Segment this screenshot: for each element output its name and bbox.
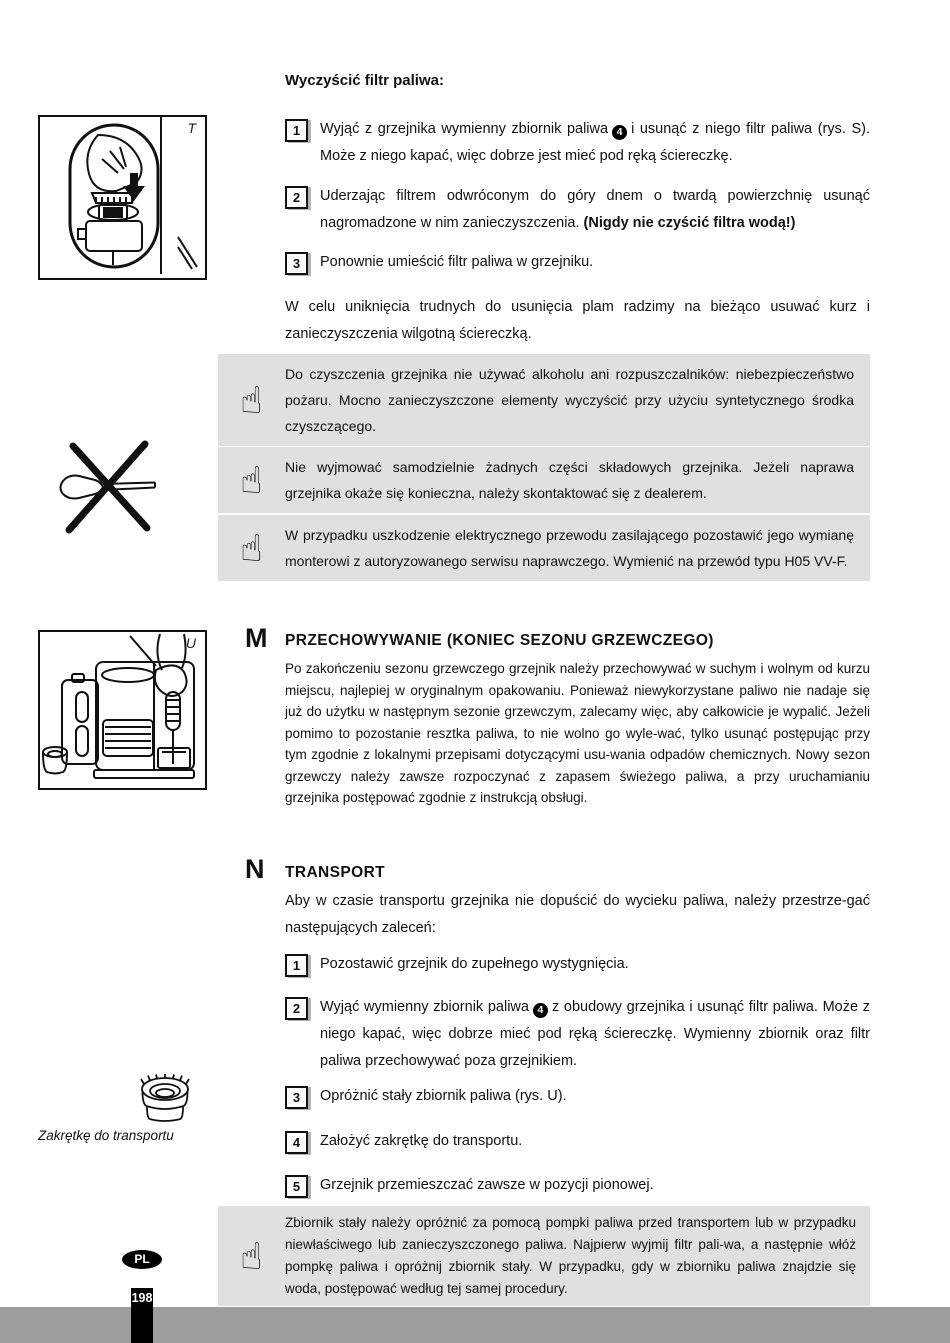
transport-step-3 [285, 1083, 870, 1110]
cleaning-paragraph: W celu uniknięcia trudnych do usunięcia plam radzimy na bieżąco usuwać kurz i zanieczyszczenia wilgotną ściereczką. [285, 299, 870, 342]
step-number-box: 4 [285, 1131, 308, 1154]
figure-u [38, 630, 207, 790]
note-box-fuel-pump [218, 1206, 870, 1306]
pointing-hand-icon: ☝ [240, 459, 263, 501]
step-number-box: 2 [285, 186, 308, 209]
step-text-post: i usunąć z niego filtr paliwa (rys. S). Może z niego kapać, więc dobrze jest mieć pod ręką ściereczkę. [320, 121, 870, 164]
pointing-hand-icon: ☝ [240, 379, 263, 421]
step-text: Pozostawić grzejnik do zupełnego wystygnięcia. [320, 956, 629, 972]
transport-step-1 [285, 951, 870, 978]
step-text [320, 116, 870, 170]
step-number-box: 3 [285, 1086, 308, 1109]
step-number-box: 3 [285, 252, 308, 275]
transport-cap-caption: Zakrętkę do transportu [38, 1128, 174, 1143]
step-text-pre: Uderzając filtrem odwróconym do góry dnem o twardą powierzchnię usunąć nagromadzone w nim zanieczyszczenia. [320, 188, 870, 231]
cleaning-step-3 [285, 249, 870, 276]
note-box-parts [218, 447, 870, 513]
figure-t [38, 115, 207, 280]
section-n-intro: Aby w czasie transportu grzejnika nie dopuścić do wycieku paliwa, należy przestrze-gać następujących zaleceń: [285, 893, 870, 936]
transport-step-4 [285, 1128, 870, 1155]
step-text [320, 183, 870, 237]
section-m-letter: M [245, 623, 268, 653]
section-m-body: Po zakończeniu sezonu grzewczego grzejnik należy przechowywać w suchym i wolnym od kurzu miejscu, najlepiej w oryginalnym opakowaniu. Ponieważ niewykorzystane paliwo nie nadaje się już do użytku w następnym sezonie grzewczym, zalecamy więc, aby całkowicie je wypalić. Jeżeli pomimo to pozostanie resztka paliwa, to nie wolno go wyle-wać, tylko usunąć postępując przy tym zgodnie z lokalnymi przepisami dotyczącymi usu-wania odpadów chemicznych. Nowy sezon grzewczy należy zawsze rozpoczynać z zapasem świeżego paliwa, a przy uruchamianiu grzejnika postępować zgodnie z instrukcją obsługi. [285, 661, 870, 805]
section-n-letter: N [245, 854, 265, 884]
arrow-down-icon [123, 173, 145, 201]
note-box-alcohol [218, 354, 870, 446]
note-text: Nie wyjmować samodzielnie żadnych części składowych grzejnika. Jeżeli naprawa grzejnika okaże się konieczna, należy skontaktować się z dealerem. [285, 459, 854, 501]
step-number-box: 1 [285, 119, 308, 142]
heater-tank-emptying-illustration [40, 632, 201, 784]
note-text: Do czyszczenia grzejnika nie używać alkoholu ani rozpuszczalników: niebezpieczeństwo pożaru. Mocno zanieczyszczone elementy wyczyścić przy użyciu syntetycznego środka czyszczącego. [285, 366, 854, 434]
note-text: Zbiornik stały należy opróżnić za pomocą pompki paliwa przed transportem lub w przypadku niewłaściwego lub zanieczyszczonego paliwa. Najpierw wyjmij filtr pali-wa, a następnie włóż pompkę paliwa i opróżnij zbiornik stały. W przypadku, gdy w zbiorniku paliwa znajdzie się woda, postępować według tej samej procedury. [285, 1215, 856, 1296]
note-icon-column [218, 379, 285, 421]
part-4-badge: 4 [533, 1003, 548, 1018]
note-box-power-cord [218, 515, 870, 581]
transport-step-5 [285, 1172, 870, 1199]
language-badge: PL [122, 1250, 162, 1269]
section-n-title: TRANSPORT [285, 864, 386, 881]
step-number-box: 1 [285, 954, 308, 977]
note-icon-column [218, 459, 285, 501]
section-m-title: PRZECHOWYWANIE (KONIEC SEZONU GRZEWCZEGO) [285, 632, 714, 649]
figure-u-label: U [185, 635, 196, 651]
step-text-pre: Wyjąć z grzejnika wymienny zbiornik paliwa [320, 121, 609, 137]
cleaning-section-title: Wyczyścić filtr paliwa: [285, 72, 444, 89]
step-text: Ponownie umieścić filtr paliwa w grzejniku. [320, 254, 594, 270]
no-screwdriver-icon [55, 436, 165, 536]
cleaning-step-2 [285, 183, 870, 237]
transport-step-2 [285, 994, 870, 1075]
step-number-box: 5 [285, 1175, 308, 1198]
transport-cap-illustration [138, 1074, 192, 1122]
figure-t-label: T [187, 120, 196, 136]
step-text: Założyć zakrętkę do transportu. [320, 1133, 523, 1149]
part-4-badge: 4 [612, 125, 627, 140]
step-text [320, 994, 870, 1075]
heater-filter-removal-illustration [40, 117, 201, 274]
note-icon-column [218, 1235, 285, 1277]
note-text: W przypadku uszkodzenie elektrycznego przewodu zasilającego pozostawić jego wymianę monterowi z autoryzowanego serwisu naprawczego. Wymienić na przewód typu H05 VV-F. [285, 527, 854, 569]
pointing-hand-icon: ☝ [240, 527, 263, 569]
cleaning-step-1 [285, 116, 870, 170]
step-text-post: z obudowy grzejnika i usunąć filtr paliwa. Może z niego kapać, więc dobrze mieć pod ręką ściereczkę. Wymienny zbiornik oraz filtr paliwa przechowywać poza grzejnikiem. [320, 999, 870, 1069]
pointing-hand-icon: ☝ [240, 1235, 263, 1277]
step-text: Opróżnić stały zbiornik paliwa (rys. U). [320, 1088, 567, 1104]
step-text: Grzejnik przemieszczać zawsze w pozycji pionowej. [320, 1177, 654, 1193]
note-icon-column [218, 527, 285, 569]
step-text-pre: Wyjąć wymienny zbiornik paliwa [320, 999, 529, 1015]
page-number-tab: 198 [131, 1288, 153, 1343]
step-text-bold: (Nigdy nie czyścić filtra wodą!) [583, 215, 796, 231]
step-number-box: 2 [285, 997, 308, 1020]
